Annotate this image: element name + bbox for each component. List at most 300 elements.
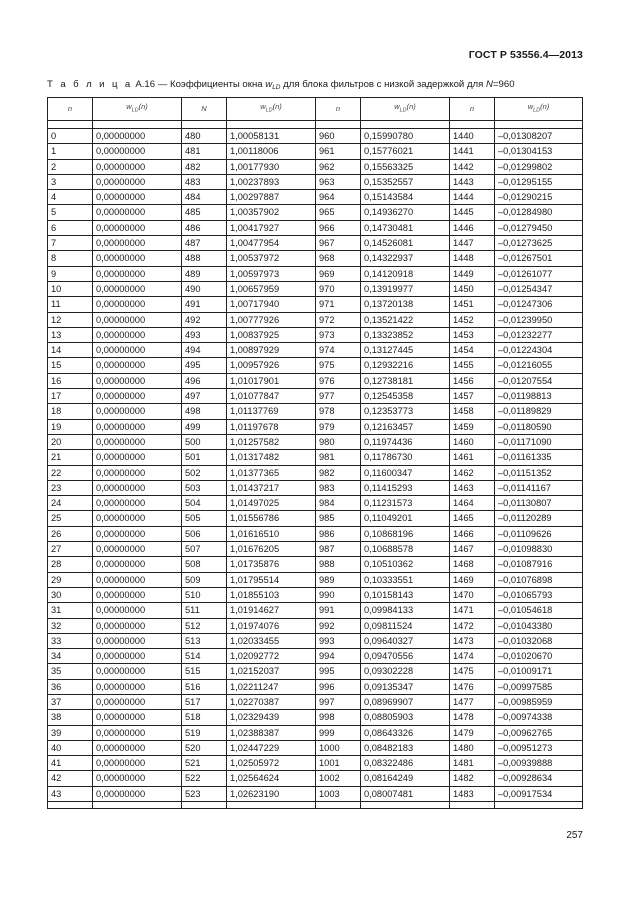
index-cell: 1441 [450, 144, 495, 159]
coefficient-cell: 0,00000000 [93, 174, 182, 189]
column-header-suffix: (n) [540, 102, 550, 112]
table-row [48, 572, 583, 587]
column-header-3 [227, 98, 316, 121]
coefficient-cell: 0,12932216 [361, 358, 450, 373]
page-number: 257 [566, 830, 583, 841]
index-cell: 12 [48, 312, 93, 327]
coefficient-cell: 1,02270387 [227, 694, 316, 709]
coefficient-cell: 1,00058131 [227, 129, 316, 144]
caption-text-2: для блока фильтров с низкой задержкой для [283, 79, 484, 90]
coefficient-cell: 1,02388387 [227, 725, 316, 740]
coefficient-cell: 0,00000000 [93, 434, 182, 449]
index-cell: 1473 [450, 633, 495, 648]
index-cell: 1465 [450, 511, 495, 526]
coefficient-cell: –0,00985959 [495, 694, 583, 709]
index-cell: 1480 [450, 740, 495, 755]
coefficient-cell: 1,01735876 [227, 557, 316, 572]
index-cell: 498 [182, 404, 227, 419]
index-cell: 503 [182, 480, 227, 495]
index-cell: 983 [316, 480, 361, 495]
coefficient-cell: 1,01676205 [227, 542, 316, 557]
index-cell: 997 [316, 694, 361, 709]
coefficient-cell: 0,00000000 [93, 465, 182, 480]
coefficients-table [47, 97, 583, 809]
caption-prefix: Т а б л и ц а [47, 79, 133, 90]
coefficient-cell: 0,00000000 [93, 618, 182, 633]
coefficient-cell: 1,01377365 [227, 465, 316, 480]
coefficient-cell: 0,08482183 [361, 740, 450, 755]
index-cell: 26 [48, 526, 93, 541]
coefficient-cell: 0,14730481 [361, 220, 450, 235]
coefficient-cell: 0,13127445 [361, 343, 450, 358]
coefficient-cell: 1,01137769 [227, 404, 316, 419]
index-cell: 506 [182, 526, 227, 541]
coefficient-cell: –0,00939888 [495, 756, 583, 771]
coefficient-cell: 0,00000000 [93, 373, 182, 388]
tail-cell [48, 802, 93, 809]
column-header-subscript: LD [265, 107, 273, 114]
coefficient-cell: 0,00000000 [93, 236, 182, 251]
table-row [48, 343, 583, 358]
index-cell: 42 [48, 771, 93, 786]
coefficient-cell: 0,00000000 [93, 526, 182, 541]
column-header-suffix: (n) [138, 102, 148, 112]
index-cell: 514 [182, 649, 227, 664]
coefficient-cell: 1,00717940 [227, 297, 316, 312]
index-cell: 519 [182, 725, 227, 740]
coefficient-cell: 1,02033455 [227, 633, 316, 648]
index-cell: 988 [316, 557, 361, 572]
coefficient-cell: –0,01032068 [495, 633, 583, 648]
table-row [48, 389, 583, 404]
coefficient-cell: 0,10688578 [361, 542, 450, 557]
index-cell: 978 [316, 404, 361, 419]
coefficient-cell: 1,02092772 [227, 649, 316, 664]
caption-symbol-sub: LD [272, 84, 281, 91]
coefficient-cell: 0,15352557 [361, 174, 450, 189]
coefficient-cell: 1,02505972 [227, 756, 316, 771]
coefficient-cell: 0,00000000 [93, 220, 182, 235]
index-cell: 1475 [450, 664, 495, 679]
coefficient-cell: –0,01054618 [495, 603, 583, 618]
index-cell: 980 [316, 434, 361, 449]
column-header-0 [48, 98, 93, 121]
coefficient-cell: –0,01308207 [495, 129, 583, 144]
coefficient-cell: 1,01795514 [227, 572, 316, 587]
coefficient-cell: 1,02211247 [227, 679, 316, 694]
coefficient-cell: 0,12163457 [361, 419, 450, 434]
column-header-symbol: N [201, 103, 207, 113]
index-cell: 1481 [450, 756, 495, 771]
index-cell: 1457 [450, 389, 495, 404]
coefficient-cell: 0,11974436 [361, 434, 450, 449]
coefficient-cell: 0,13323852 [361, 327, 450, 342]
spacer-cell [227, 121, 316, 129]
column-header-symbol: w [394, 102, 400, 112]
index-cell: 1003 [316, 786, 361, 801]
coefficient-cell: 0,00000000 [93, 129, 182, 144]
coefficient-cell: 1,01317482 [227, 450, 316, 465]
index-cell: 497 [182, 389, 227, 404]
index-cell: 522 [182, 771, 227, 786]
index-cell: 1471 [450, 603, 495, 618]
table-row [48, 404, 583, 419]
index-cell: 9 [48, 266, 93, 281]
coefficient-cell: 0,00000000 [93, 496, 182, 511]
coefficient-cell: 0,08007481 [361, 786, 450, 801]
column-header-symbol: n [469, 103, 475, 113]
index-cell: 1461 [450, 450, 495, 465]
coefficient-cell: 1,01974076 [227, 618, 316, 633]
column-header-suffix: (n) [406, 102, 416, 112]
index-cell: 1442 [450, 159, 495, 174]
index-cell: 1440 [450, 129, 495, 144]
coefficient-cell: 0,00000000 [93, 649, 182, 664]
coefficient-cell: 0,15776021 [361, 144, 450, 159]
index-cell: 25 [48, 511, 93, 526]
coefficient-cell: 0,00000000 [93, 404, 182, 419]
table-row [48, 480, 583, 495]
table-row [48, 740, 583, 755]
index-cell: 1443 [450, 174, 495, 189]
coefficient-cell: –0,01295155 [495, 174, 583, 189]
coefficient-cell: 0,11600347 [361, 465, 450, 480]
index-cell: 39 [48, 725, 93, 740]
coefficient-cell: 0,00000000 [93, 587, 182, 602]
coefficient-cell: 0,00000000 [93, 159, 182, 174]
coefficient-cell: –0,00974338 [495, 710, 583, 725]
index-cell: 489 [182, 266, 227, 281]
table-row [48, 526, 583, 541]
index-cell: 491 [182, 297, 227, 312]
table-row [48, 281, 583, 296]
table-row [48, 587, 583, 602]
index-cell: 29 [48, 572, 93, 587]
coefficient-cell: 1,01855103 [227, 587, 316, 602]
index-cell: 1452 [450, 312, 495, 327]
coefficient-cell: –0,01120289 [495, 511, 583, 526]
coefficient-cell: 0,00000000 [93, 633, 182, 648]
index-cell: 1463 [450, 480, 495, 495]
coefficient-cell: 0,09640327 [361, 633, 450, 648]
coefficient-cell: 0,09811524 [361, 618, 450, 633]
index-cell: 22 [48, 465, 93, 480]
coefficient-cell: 1,02447229 [227, 740, 316, 755]
coefficient-cell: 0,12353773 [361, 404, 450, 419]
coefficient-cell: 0,13521422 [361, 312, 450, 327]
index-cell: 966 [316, 220, 361, 235]
spacer-cell [450, 121, 495, 129]
coefficient-cell: 1,01914627 [227, 603, 316, 618]
index-cell: 36 [48, 679, 93, 694]
index-cell: 1456 [450, 373, 495, 388]
index-cell: 1449 [450, 266, 495, 281]
index-cell: 1483 [450, 786, 495, 801]
coefficient-cell: 1,00957926 [227, 358, 316, 373]
index-cell: 1470 [450, 587, 495, 602]
index-cell: 992 [316, 618, 361, 633]
index-cell: 20 [48, 434, 93, 449]
coefficient-cell: –0,01224304 [495, 343, 583, 358]
coefficient-cell: 1,01257582 [227, 434, 316, 449]
index-cell: 962 [316, 159, 361, 174]
table-row [48, 419, 583, 434]
index-cell: 486 [182, 220, 227, 235]
coefficient-cell: 0,00000000 [93, 343, 182, 358]
index-cell: 38 [48, 710, 93, 725]
index-cell: 1468 [450, 557, 495, 572]
spacer-cell [495, 121, 583, 129]
table-row [48, 373, 583, 388]
table-tail-row [48, 802, 583, 809]
table-row [48, 327, 583, 342]
index-cell: 1482 [450, 771, 495, 786]
coefficient-cell: 0,00000000 [93, 710, 182, 725]
index-cell: 975 [316, 358, 361, 373]
index-cell: 981 [316, 450, 361, 465]
column-header-subscript: LD [533, 107, 541, 114]
table-row [48, 174, 583, 189]
index-cell: 1469 [450, 572, 495, 587]
coefficient-cell: 1,02329439 [227, 710, 316, 725]
column-header-symbol: w [260, 102, 266, 112]
coefficient-cell: 0,09135347 [361, 679, 450, 694]
index-cell: 1453 [450, 327, 495, 342]
coefficient-cell: –0,01299802 [495, 159, 583, 174]
index-cell: 513 [182, 633, 227, 648]
coefficient-cell: 0,09984133 [361, 603, 450, 618]
tail-cell [495, 802, 583, 809]
index-cell: 11 [48, 297, 93, 312]
coefficient-cell: 0,00000000 [93, 679, 182, 694]
index-cell: 1459 [450, 419, 495, 434]
coefficient-cell: 0,00000000 [93, 389, 182, 404]
column-header-5 [361, 98, 450, 121]
index-cell: 511 [182, 603, 227, 618]
coefficient-cell: 1,00777926 [227, 312, 316, 327]
index-cell: 492 [182, 312, 227, 327]
index-cell: 1447 [450, 236, 495, 251]
coefficient-cell: 0,12545358 [361, 389, 450, 404]
coefficient-cell: 0,00000000 [93, 266, 182, 281]
table-row [48, 649, 583, 664]
coefficient-cell: –0,01261077 [495, 266, 583, 281]
coefficient-cell: 0,11049201 [361, 511, 450, 526]
table-row [48, 557, 583, 572]
coefficient-cell: 1,01556786 [227, 511, 316, 526]
table-row [48, 159, 583, 174]
column-header-symbol: w [126, 102, 132, 112]
index-cell: 999 [316, 725, 361, 740]
index-cell: 19 [48, 419, 93, 434]
table-row [48, 205, 583, 220]
index-cell: 43 [48, 786, 93, 801]
index-cell: 509 [182, 572, 227, 587]
index-cell: 28 [48, 557, 93, 572]
index-cell: 501 [182, 450, 227, 465]
index-cell: 1476 [450, 679, 495, 694]
coefficient-cell: 0,14526081 [361, 236, 450, 251]
column-header-subscript: LD [399, 107, 407, 114]
index-cell: 1445 [450, 205, 495, 220]
coefficient-cell: –0,01076898 [495, 572, 583, 587]
coefficient-cell: 1,02623190 [227, 786, 316, 801]
coefficient-cell: –0,01284980 [495, 205, 583, 220]
coefficient-cell: 0,09302228 [361, 664, 450, 679]
table-row [48, 771, 583, 786]
index-cell: 1464 [450, 496, 495, 511]
index-cell: 487 [182, 236, 227, 251]
coefficient-cell: 0,00000000 [93, 419, 182, 434]
coefficient-cell: 0,11786730 [361, 450, 450, 465]
index-cell: 1472 [450, 618, 495, 633]
index-cell: 32 [48, 618, 93, 633]
index-cell: 485 [182, 205, 227, 220]
table-row [48, 725, 583, 740]
index-cell: 3 [48, 174, 93, 189]
table-body [48, 121, 583, 809]
index-cell: 480 [182, 129, 227, 144]
index-cell: 1458 [450, 404, 495, 419]
index-cell: 516 [182, 679, 227, 694]
tail-cell [450, 802, 495, 809]
index-cell: 1451 [450, 297, 495, 312]
coefficient-cell: –0,01290215 [495, 190, 583, 205]
table-caption [47, 79, 587, 91]
index-cell: 986 [316, 526, 361, 541]
coefficient-cell: 0,00000000 [93, 740, 182, 755]
tail-cell [316, 802, 361, 809]
index-cell: 512 [182, 618, 227, 633]
column-header-symbol: w [527, 102, 534, 112]
coefficient-cell: 0,15990780 [361, 129, 450, 144]
index-cell: 1477 [450, 694, 495, 709]
table-row [48, 312, 583, 327]
table-row [48, 786, 583, 801]
index-cell: 984 [316, 496, 361, 511]
index-cell: 500 [182, 434, 227, 449]
coefficient-cell: 0,10333551 [361, 572, 450, 587]
index-cell: 481 [182, 144, 227, 159]
coefficient-cell: 0,10868196 [361, 526, 450, 541]
index-cell: 15 [48, 358, 93, 373]
coefficient-cell: –0,00917534 [495, 786, 583, 801]
index-cell: 1478 [450, 710, 495, 725]
coefficient-cell: 0,00000000 [93, 557, 182, 572]
index-cell: 4 [48, 190, 93, 205]
column-header-symbol: n [67, 103, 73, 113]
index-cell: 996 [316, 679, 361, 694]
index-cell: 510 [182, 587, 227, 602]
spacer-cell [361, 121, 450, 129]
coefficient-cell: –0,01180590 [495, 419, 583, 434]
table-row [48, 236, 583, 251]
index-cell: 998 [316, 710, 361, 725]
index-cell: 30 [48, 587, 93, 602]
index-cell: 1446 [450, 220, 495, 235]
coefficient-cell: 0,14322937 [361, 251, 450, 266]
coefficient-cell: –0,01279450 [495, 220, 583, 235]
index-cell: 33 [48, 633, 93, 648]
index-cell: 14 [48, 343, 93, 358]
coefficient-cell: –0,01232277 [495, 327, 583, 342]
index-cell: 0 [48, 129, 93, 144]
coefficient-cell: 1,02564624 [227, 771, 316, 786]
coefficient-cell: 0,00000000 [93, 786, 182, 801]
index-cell: 993 [316, 633, 361, 648]
table-row [48, 465, 583, 480]
coefficient-cell: –0,01273625 [495, 236, 583, 251]
coefficient-cell: 0,11231573 [361, 496, 450, 511]
index-cell: 982 [316, 465, 361, 480]
coefficient-cell: 0,00000000 [93, 251, 182, 266]
coefficient-cell: –0,00951273 [495, 740, 583, 755]
index-cell: 1002 [316, 771, 361, 786]
index-cell: 484 [182, 190, 227, 205]
coefficient-cell: –0,01020670 [495, 649, 583, 664]
coefficient-cell: 0,00000000 [93, 281, 182, 296]
column-header-suffix: (n) [272, 102, 282, 112]
coefficient-cell: 1,00177930 [227, 159, 316, 174]
coefficient-cell: 0,08322486 [361, 756, 450, 771]
table-row [48, 190, 583, 205]
index-cell: 24 [48, 496, 93, 511]
coefficient-cell: –0,01043380 [495, 618, 583, 633]
coefficient-cell: 0,14120918 [361, 266, 450, 281]
column-header-symbol: n [335, 103, 341, 113]
index-cell: 504 [182, 496, 227, 511]
coefficient-cell: 0,10510362 [361, 557, 450, 572]
table-row [48, 542, 583, 557]
coefficient-cell: –0,01065793 [495, 587, 583, 602]
index-cell: 40 [48, 740, 93, 755]
coefficient-cell: 0,00000000 [93, 297, 182, 312]
index-cell: 37 [48, 694, 93, 709]
index-cell: 505 [182, 511, 227, 526]
index-cell: 968 [316, 251, 361, 266]
coefficient-cell: 0,00000000 [93, 327, 182, 342]
index-cell: 515 [182, 664, 227, 679]
table-row [48, 266, 583, 281]
table-row [48, 603, 583, 618]
coefficient-cell: 0,08643326 [361, 725, 450, 740]
table-row [48, 251, 583, 266]
coefficient-cell: –0,01189829 [495, 404, 583, 419]
coefficient-cell: –0,01087916 [495, 557, 583, 572]
coefficient-cell: 0,08969907 [361, 694, 450, 709]
coefficient-cell: –0,01198813 [495, 389, 583, 404]
index-cell: 961 [316, 144, 361, 159]
index-cell: 985 [316, 511, 361, 526]
index-cell: 989 [316, 572, 361, 587]
coefficient-cell: 0,00000000 [93, 358, 182, 373]
index-cell: 973 [316, 327, 361, 342]
column-header-6 [450, 98, 495, 121]
tail-cell [361, 802, 450, 809]
index-cell: 490 [182, 281, 227, 296]
index-cell: 5 [48, 205, 93, 220]
index-cell: 1 [48, 144, 93, 159]
coefficient-cell: 1,00897929 [227, 343, 316, 358]
index-cell: 517 [182, 694, 227, 709]
column-header-7 [495, 98, 583, 121]
table-row [48, 434, 583, 449]
coefficient-cell: –0,01207554 [495, 373, 583, 388]
coefficient-cell: 0,08164249 [361, 771, 450, 786]
coefficient-cell: 0,13720138 [361, 297, 450, 312]
coefficient-cell: –0,01141167 [495, 480, 583, 495]
index-cell: 34 [48, 649, 93, 664]
